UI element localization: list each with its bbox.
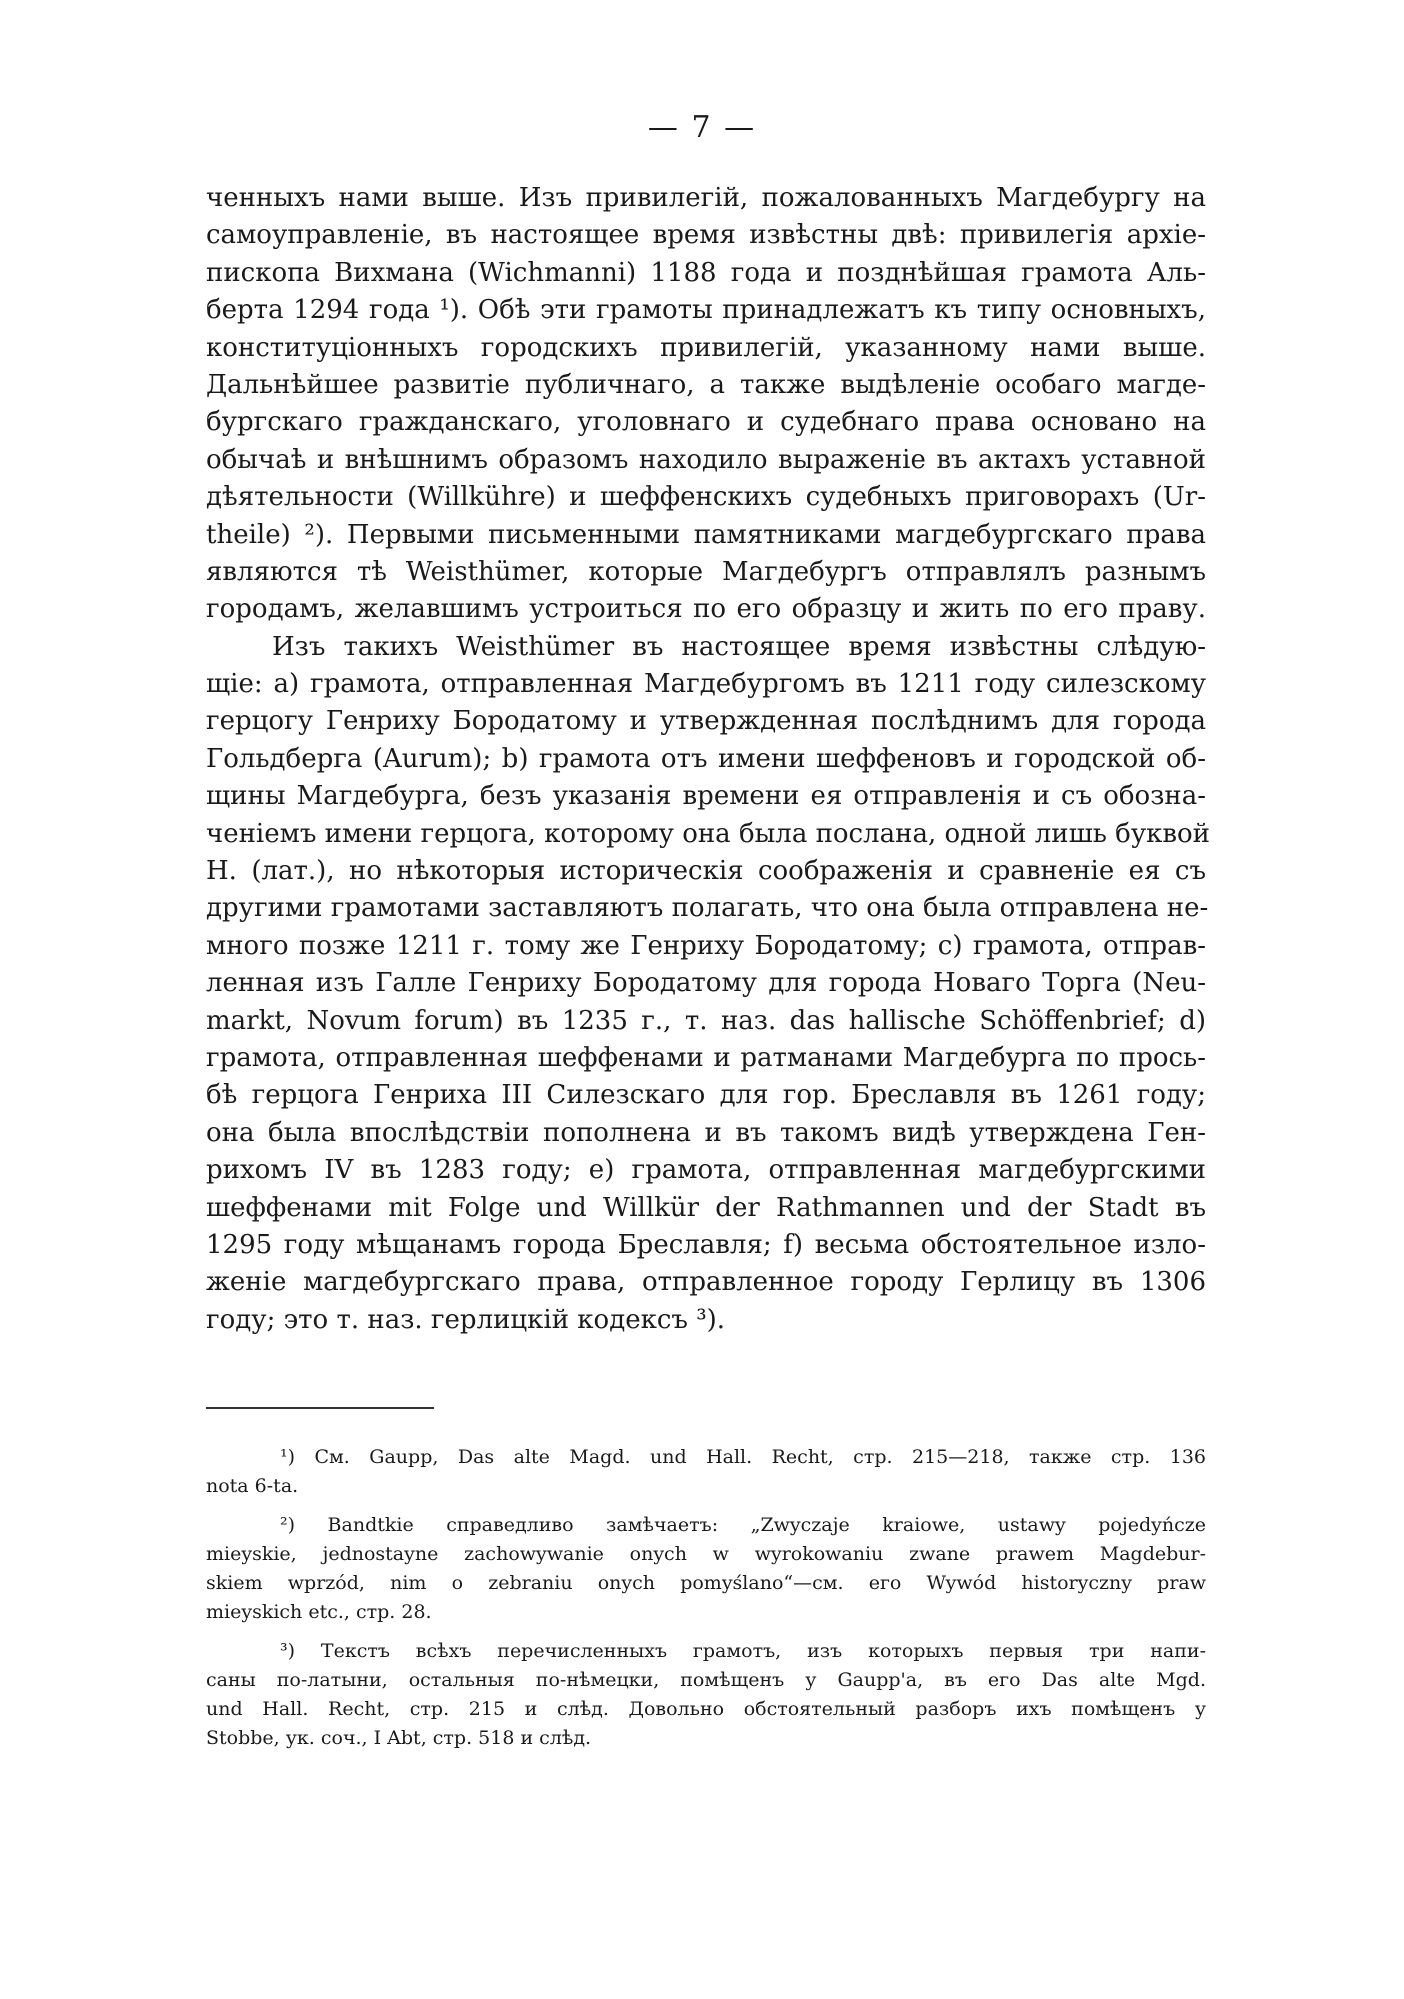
text-line: Дальнѣйшее развитіе публичнаго, а также выдѣленіе особаго магде- — [206, 369, 1206, 400]
text-line: ленная изъ Галле Генриху Бородатому для города Новаго Торга (Neu- — [206, 968, 1206, 999]
text-line: грамота, отправленная шеффенами и ратманами Магдебурга по прось- — [206, 1042, 1206, 1073]
paragraph-2 — [206, 629, 1210, 1339]
text-line: theile) ²). Первыми письменными памятниками магдебургскаго права — [206, 519, 1206, 550]
footnote-line: ³) Текстъ всѣхъ перечисленныхъ грамотъ, изъ которыхъ первыя три напи- — [280, 1640, 1206, 1662]
text-line: пископа Вихмана (Wichmanni) 1188 года и позднѣйшая грамота Аль- — [206, 257, 1206, 288]
text-line: Изъ такихъ Weisthümer въ настоящее время извѣстны слѣдую- — [272, 631, 1206, 662]
text-line: бѣ герцога Генриха III Силезскаго для гор. Бреславля въ 1261 году; — [206, 1080, 1206, 1111]
text-line: являются тѣ Weisthümer, которые Магдебургъ отправлялъ разнымъ — [206, 556, 1206, 587]
text-line: другими грамотами заставляютъ полагать, что она была отправлена не- — [206, 893, 1209, 924]
footnote-3 — [206, 1637, 1206, 1753]
text-line: markt, Novum forum) въ 1235 г., т. наз. das hallische Schöffenbrief; d) — [206, 1005, 1206, 1036]
text-line: много позже 1211 г. тому же Генриху Бородатому; c) грамота, отправ- — [206, 930, 1206, 961]
footnotes — [206, 1443, 1206, 1763]
footnote-line: саны по-латыни, остальныя по-нѣмецки, помѣщенъ у Gaupp'а, въ его Das alte Mgd. — [206, 1669, 1206, 1691]
page-number: — 7 — — [647, 110, 757, 145]
text-line: герцогу Генриху Бородатому и утвержденная послѣднимъ для города — [206, 706, 1206, 737]
main-text — [206, 180, 1210, 1339]
text-line: рихомъ IV въ 1283 году; e) грамота, отправленная магдебургскими — [206, 1155, 1206, 1186]
footnote-line: mieyskie, jednostayne zachowywanie onych w wyrokowaniu zwane prawem Magdebur- — [206, 1543, 1206, 1565]
text-line: году; это т. наз. герлицкій кодексъ ³). — [206, 1304, 726, 1335]
text-line: дѣятельности (Willkühre) и шеффенскихъ судебныхъ приговорахъ (Ur- — [206, 482, 1206, 513]
footnote-2 — [206, 1511, 1206, 1627]
text-line: H. (лат.), но нѣкоторыя историческія соображенія и сравненіе ея съ — [206, 856, 1206, 887]
text-line: ченныхъ нами выше. Изъ привилегій, пожалованныхъ Магдебургу на — [206, 183, 1206, 213]
text-line: 1295 году мѣщанамъ города Бреславля; f) весьма обстоятельное изло- — [206, 1229, 1206, 1260]
text-line: Гольдберга (Aurum); b) грамота отъ имени шеффеновъ и городской об- — [206, 743, 1206, 774]
text-line: шеффенами mit Folge und Willkür der Rathmannen und der Stadt въ — [206, 1192, 1206, 1223]
footnote-line: skiem wprzód, nim o zebraniu onych pomyślano“—см. его Wywód historyczny praw — [206, 1572, 1206, 1594]
text-line: щіе: а) грамота, отправленная Магдебургомъ въ 1211 году силезскому — [206, 669, 1206, 700]
paragraph-1 — [206, 180, 1206, 629]
footnote-line: mieyskich etc., стр. 28. — [206, 1601, 432, 1623]
footnote-line: Stobbe, ук. соч., I Abt, стр. 518 и слѣд. — [206, 1727, 592, 1749]
text-line: женіе магдебургскаго права, отправленное городу Герлицу въ 1306 — [206, 1267, 1206, 1298]
footnote-line: ²) Bandtkie справедливо замѣчаетъ: „Zwyczaje kraiowe, ustawy pojedyńcze — [280, 1514, 1206, 1536]
text-line: бургскаго гражданскаго, уголовнаго и судебнаго права основано на — [206, 407, 1206, 438]
footnote-separator — [206, 1407, 434, 1409]
footnote-line: und Hall. Recht, стр. 215 и слѣд. Довольно обстоятельный разборъ ихъ помѣщенъ у — [206, 1698, 1206, 1720]
footnote-1 — [206, 1443, 1206, 1501]
footnote-line: nota 6-ta. — [206, 1475, 299, 1497]
footnote-line: ¹) См. Gaupp, Das alte Magd. und Hall. Recht, стр. 215—218, также стр. 136 — [280, 1446, 1206, 1468]
text-line: она была впослѣдствіи пополнена и въ такомъ видѣ утверждена Ген- — [206, 1117, 1206, 1148]
text-line: обычаѣ и внѣшнимъ образомъ находило выраженіе въ актахъ уставной — [206, 444, 1206, 475]
text-line: конституціонныхъ городскихъ привилегій, указанному нами выше. — [206, 332, 1206, 363]
text-line: городамъ, желавшимъ устроиться по его образцу и жить по его праву. — [206, 594, 1206, 625]
text-line: ченіемъ имени герцога, которому она была послана, одной лишь буквой — [206, 818, 1210, 849]
text-line: берта 1294 года ¹). Обѣ эти грамоты принадлежатъ къ типу основныхъ, — [206, 295, 1206, 326]
text-line: щины Магдебурга, безъ указанія времени ея отправленія и съ обозна- — [206, 781, 1206, 812]
text-line: самоуправленіе, въ настоящее время извѣстны двѣ: привилегія архіе- — [206, 220, 1206, 251]
